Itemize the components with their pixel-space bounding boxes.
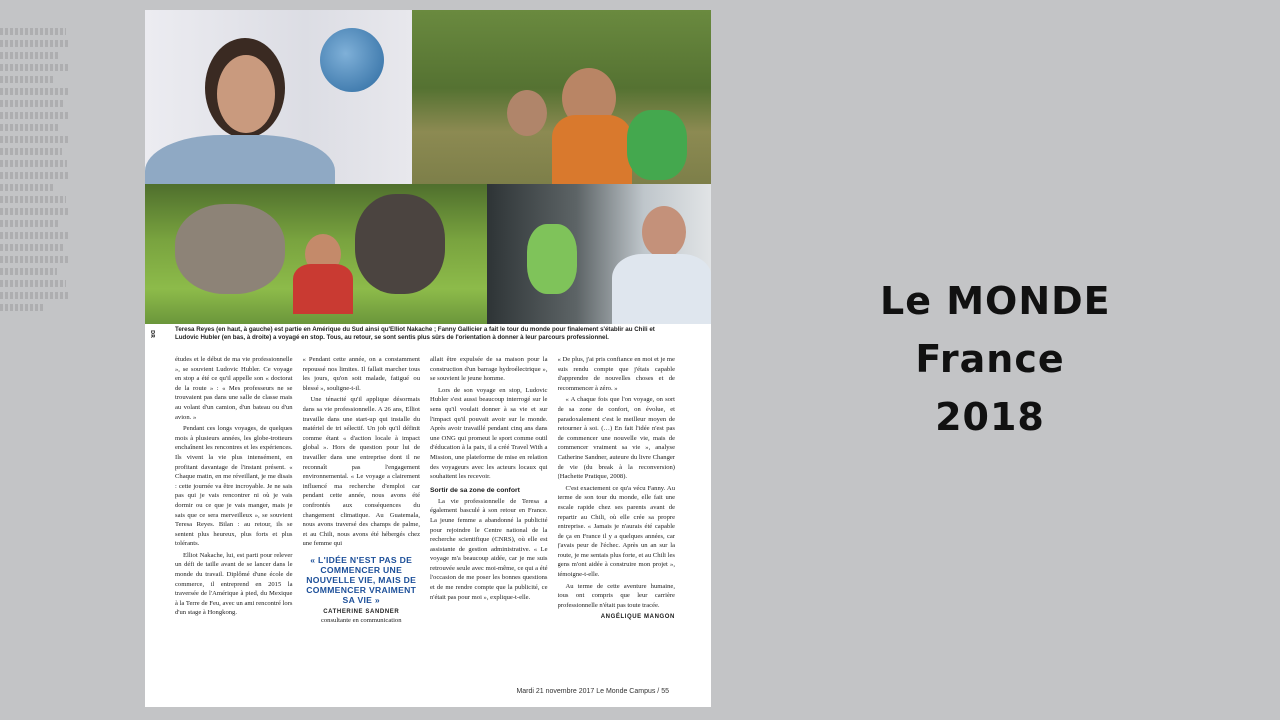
magazine-page (145, 10, 711, 707)
article-column-2 (303, 355, 421, 673)
paragraph: La vie professionnelle de Teresa a également basculé à son retour en France. La jeune femme a abandonné la publicité pour rejoindre le Centre national de la recherche scientifique (CNRS), où elle est assistante de gestion administrative. « Le voyage m'a beaucoup aidée, car je me suis retrouvée seule avec moi-même, ce qui a été l'occasion de me poser les bonnes questions et de me rendre compte que la publicité, ce n'était pas pour moi », explique-t-elle. (430, 497, 548, 601)
paragraph: « A chaque fois que l'on voyage, on sort de sa zone de confort, on évolue, et paradoxalement c'est le meilleur moyen de retourner à soi. (…) En fait l'idée n'est pas de commencer une nouvelle vie, mais de commencer vraiment sa vie », analyse Catherine Sandner, auteure du livre Changer de vie (du break à la reconversion) (Hachette Pratique, 2008). (557, 396, 675, 481)
article-column-4 (558, 355, 676, 673)
paragraph: Une ténacité qu'il applique désormais dans sa vie professionnelle. A 26 ans, Elliot travaille dans une start-up qui installe du matériel de tri sélectif. Un job qu'il définit comme étant « d'action locale à impact global ». Hors de question pour lui de travailler dans une entreprise dont il ne reconnaît pas l'engagement environnemental. « Le voyage a clairement influencé ma recherche d'emploi car pendant cette année, nous avons été confrontés aux conséquences du changement climatique. Au Guatemala, nous avons traversé des champs de palme, et au Chili, nous avons été hébergés chez une femme qui (302, 396, 420, 548)
pull-quote-author-role: consultante en communication (320, 616, 402, 624)
paragraph: Pendant ces longs voyages, de quelques mois à plusieurs années, les globe-trotteurs enchaînent les rencontres et les expériences. Ils vivent la vie plus intensément, en profitant davantage de l'instant présent. « Chaque matin, en me réveillant, je me disais : cette journée va être incroyable. Je ne sais pas qui je vais rencontrer ni où je vais dormir ou ce que je vais manger, mais je sais que ce sera merveilleux », se souvient Teresa Reyes. Bilan : au retour, ils se sentent plus heureux, plus forts et plus tolérants. (175, 425, 293, 548)
side-title (880, 272, 1111, 446)
side-title-line-3: 2018 (935, 395, 1045, 439)
photo-two-hikers-jungle (412, 10, 711, 184)
paragraph: Lors de son voyage en stop, Ludovic Hubler s'est aussi beaucoup interrogé sur le sens qu'il voulait donner à sa vie et sur l'impact qu'il pouvait avoir sur le monde. Après avoir travaillé pendant cinq ans dans une ONG qui promeut le sport comme outil d'éducation à la paix, il a créé Travel With a Mission, une plateforme de mise en relation des voyageurs avec les acteurs locaux qui souhaitent les recevoir. (430, 386, 548, 481)
paragraph: études et le début de ma vie professionnelle », se souvient Ludovic Hubler. Ce voyage en stop a été ce qu'il appelle son « doctorat de la route » : « Mes professeurs ne se trouvaient pas dans une salle de classe mais au volant d'un camion, d'un bateau ou d'un avion. » (175, 356, 293, 421)
paragraph: allait être expulsée de sa maison pour la construction d'un barrage hydroélectrique », se souvient le jeune homme. (430, 356, 548, 383)
pull-quote: « L'IDÉE N'EST PAS DE COMMENCER UNE NOUVELLE VIE, MAIS DE COMMENCER VRAIMENT SA VIE » (306, 554, 417, 605)
section-subhead: Sortir de sa zone de confort (430, 486, 520, 494)
article-body (175, 355, 675, 673)
paragraph: C'est exactement ce qu'a vécu Fanny. Au terme de son tour du monde, elle fait une escale rapide chez ses parents avant de repartir au Chili, où elle crée sa propre entreprise. « Jamais je n'aurais été capable de ça en France il y a quelques années, car j'avais peur de l'échec. Après un an sur la route, je me sentais plus forte, et au Chili les gens m'ont aidée à construire mon projet », témoigne-t-elle. (557, 484, 675, 579)
paragraph: Au terme de cette aventure humaine, tous ont compris que leur carrière professionnelle n'était pas toute tracée. (557, 582, 675, 609)
side-title-line-1: Le MONDE (880, 279, 1111, 323)
side-title-line-2: France (915, 337, 1065, 381)
article-column-1 (175, 355, 293, 673)
photo-caption: Teresa Reyes (en haut, à gauche) est partie en Amérique du Sud ainsi qu'Elliot Nakache ; Fanny Gallicier a fait le tour du monde pour finalement s'établir au Chili et Ludovic Hubler (en bas, à droite) a voyagé en stop. Tous, au retour, se sont sentis plus sûrs de l'orientation à donner à leur parcours professionnel. (175, 326, 655, 341)
pull-quote-author: CATHERINE SANDNER (323, 608, 400, 615)
photo-woman-with-donkeys (145, 184, 487, 324)
photo-man-in-office (487, 184, 711, 324)
paragraph: « Pendant cette année, on a constamment repoussé nos limites. Il fallait marcher tous les jours, qu'on soit malade, fatigué ou blessé », souligne-t-il. (302, 356, 420, 392)
paragraph: « De plus, j'ai pris confiance en moi et je me suis rendu compte que j'étais capable d'apprendre de nouvelles choses et de recommencer à zéro. » (557, 356, 675, 392)
paragraph: Elliot Nakache, lui, est parti pour relever un défi de taille avant de se lancer dans le monde du travail. Diplômé d'une école de commerce, il entreprend en 2015 la traversée de l'Amérique à pied, du Mexique à la Terre de Feu, avec un ami rencontré lors d'un stage à Hongkong. (175, 551, 293, 617)
photo-credit: DR (149, 330, 155, 339)
author-signature: ANGÉLIQUE MANGON (600, 614, 675, 621)
photo-woman-with-globe (145, 10, 412, 184)
faded-neighbor-page-text (0, 28, 72, 358)
article-column-3 (430, 355, 548, 673)
page-footer: Mardi 21 novembre 2017 Le Monde Campus / 55 (516, 688, 669, 695)
